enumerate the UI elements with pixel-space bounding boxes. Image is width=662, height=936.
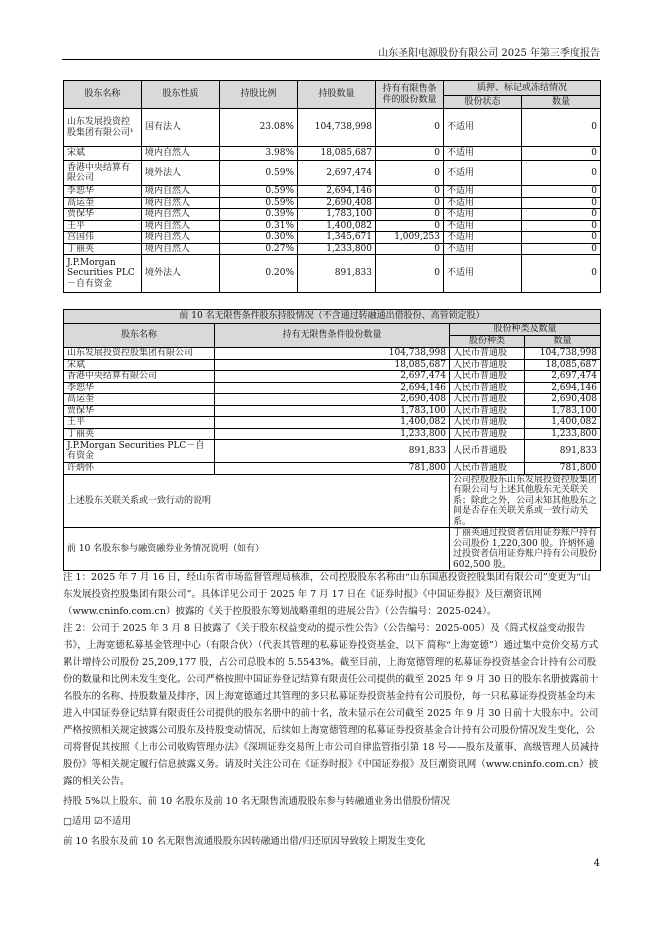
col-header-status: 股份状态 bbox=[444, 96, 522, 109]
cell-nature: 境内自然人 bbox=[142, 186, 220, 198]
cell-type: 人民币普通股 bbox=[450, 382, 525, 394]
cell-qty: 104,738,998 bbox=[215, 348, 450, 360]
cell-pqty: 0 bbox=[522, 232, 601, 244]
relation-text: 公司控股股东山东发展投资控股集团有限公司与上述其他股东无关联关系；除此之外，公司未知其他股东之间是否存在关联关系或一致行动关系。 bbox=[450, 474, 601, 528]
table-row bbox=[64, 232, 601, 244]
cell-ratio: 0.39% bbox=[220, 209, 298, 221]
cell-pqty: 0 bbox=[522, 209, 601, 221]
cell-qty: 2,694,146 bbox=[298, 186, 376, 198]
table-row bbox=[64, 405, 601, 417]
cell-type: 人民币普通股 bbox=[450, 371, 525, 383]
cell-restricted: 0 bbox=[376, 147, 444, 161]
cell-status: 不适用 bbox=[444, 209, 522, 221]
t2-col-header-kind: 股份种类及数量 bbox=[450, 324, 601, 336]
cell-num: 104,738,998 bbox=[525, 348, 601, 360]
table-row bbox=[64, 382, 601, 394]
cell-name: 香港中央结算有限公司 bbox=[64, 371, 215, 383]
cell-type: 人民币普通股 bbox=[450, 463, 525, 475]
cell-ratio: 0.20% bbox=[220, 255, 298, 293]
cell-num: 781,800 bbox=[525, 463, 601, 475]
cell-qty: 891,833 bbox=[298, 255, 376, 293]
cell-name: 贾保华 bbox=[64, 209, 142, 221]
table-row bbox=[64, 186, 601, 198]
cell-type: 人民币普通股 bbox=[450, 417, 525, 429]
cell-name: 李恕华 bbox=[64, 382, 215, 394]
cell-nature: 境外法人 bbox=[142, 255, 220, 293]
lending-heading: 持股 5%以上股东、前 10 名股东及前 10 名无限售流通股股东参与转融通业务出借股份情况 bbox=[63, 796, 450, 807]
cell-pqty: 0 bbox=[522, 197, 601, 209]
cell-pqty: 0 bbox=[522, 147, 601, 161]
note-1: 注 1：2025 年 7 月 16 日，经山东省市场监督管理局核准，公司控股股东名称由“山东国惠投资控股集团有限公司”变更为“山东发展投资控股集团有限公司”。具体详见公司于 2025 年 7 月 17 日在《证券时报》《中国证券报》及巨潮资讯网（www.cninfo.com.cn）披露的《关于控股股东筹划战略重组的进展公告》（公告编号：2025-024）。 bbox=[63, 572, 591, 617]
cell-qty: 891,833 bbox=[215, 440, 450, 463]
cell-restricted: 0 bbox=[376, 243, 444, 255]
table-row bbox=[64, 147, 601, 161]
table-row bbox=[64, 109, 601, 147]
top10-shareholders-table bbox=[63, 80, 601, 293]
cell-name: 王平 bbox=[64, 220, 142, 232]
cell-pqty: 0 bbox=[522, 255, 601, 293]
cell-qty: 2,694,146 bbox=[215, 382, 450, 394]
cell-restricted: 1,009,253 bbox=[376, 232, 444, 244]
table-row bbox=[64, 359, 601, 371]
cell-qty: 18,085,687 bbox=[215, 359, 450, 371]
note-2: 注 2：公司于 2025 年 3 月 8 日披露了《关于股东权益变动的提示性公告》（公告编号：2025-005）及《简式权益变动报告书》，上海宽德私募基金管理中心（有限合伙）（代表其管理的私募证券投资基金，以下 简称“上海宽德”）通过集中竞价交易方式累计增持公司股份 25,209,177 股，占公司总股本的 5.5543%。截至目前，上海宽德管理的私募证券投资基金合计持有公司股份的数量和比例未发生变化。公司严格按照中国证券登记结算有限责任公司提供的截至 2025 年 9 月 30 日的股东名册披露前十名股东的名称、持股数量及排序，因上海宽德通过其管理的多只私募证券投资基金持有公司股份，每一只私募证券投资基金均未进入中国证券登记结算有限责任公司提供的股东名册中的前十名，故未显示在公司截至 2025 年 9 月 30 日前十大股东中。公司严格按照相关规定披露公司股东及持股变动情况，后续如上海宽德管理的私募证券投资基金合计持有公司股份情况发生变化，公司将督促其按照《上市公司收购管理办法》《深圳证券交易所上市公司自律监管指引第 18 号——股东及董事、高级管理人员减持股份》等相关规定履行信息披露义务。请及时关注公司在《证券时报》《中国证券报》及巨潮资讯网（www.cninfo.com.cn）披露的相关公告。 bbox=[63, 623, 599, 787]
cell-restricted: 0 bbox=[376, 255, 444, 293]
page-number: 4 bbox=[593, 858, 600, 869]
cell-nature: 境内自然人 bbox=[142, 232, 220, 244]
cell-name: 宋斌 bbox=[64, 359, 215, 371]
table-row bbox=[64, 348, 601, 360]
col-header-pledge-qty: 数量 bbox=[522, 96, 601, 109]
unrestricted-shareholders-table bbox=[63, 309, 601, 571]
cell-nature: 境内自然人 bbox=[142, 220, 220, 232]
cell-ratio: 23.08% bbox=[220, 109, 298, 147]
cell-type: 人民币普通股 bbox=[450, 348, 525, 360]
cell-status: 不适用 bbox=[444, 147, 522, 161]
cell-name: J.P.Morgan Securities PLC－自有资金 bbox=[64, 255, 142, 293]
table-row bbox=[64, 255, 601, 293]
cell-num: 18,085,687 bbox=[525, 359, 601, 371]
cell-name: 许炳怀 bbox=[64, 463, 215, 475]
relation-label: 上述股东关联关系或一致行动的说明 bbox=[64, 474, 450, 528]
cell-status: 不适用 bbox=[444, 232, 522, 244]
table-row bbox=[64, 220, 601, 232]
cell-type: 人民币普通股 bbox=[450, 359, 525, 371]
cell-status: 不适用 bbox=[444, 255, 522, 293]
table-row bbox=[64, 440, 601, 463]
col-header-restricted: 持有有限售条件的股份数量 bbox=[376, 81, 444, 109]
cell-ratio: 3.98% bbox=[220, 147, 298, 161]
cell-status: 不适用 bbox=[444, 197, 522, 209]
cell-pqty: 0 bbox=[522, 109, 601, 147]
cell-name: 贾保华 bbox=[64, 405, 215, 417]
table-row bbox=[64, 417, 601, 429]
cell-qty: 2,690,408 bbox=[298, 197, 376, 209]
cell-pqty: 0 bbox=[522, 220, 601, 232]
cell-status: 不适用 bbox=[444, 220, 522, 232]
cell-qty: 18,085,687 bbox=[298, 147, 376, 161]
cell-name: 宋斌 bbox=[64, 147, 142, 161]
cell-ratio: 0.27% bbox=[220, 243, 298, 255]
cell-num: 2,690,408 bbox=[525, 394, 601, 406]
cell-status: 不适用 bbox=[444, 109, 522, 147]
cell-qty: 2,697,474 bbox=[298, 161, 376, 186]
cell-name: J.P.Morgan Securities PLC－自有资金 bbox=[64, 440, 215, 463]
t2-col-header-num: 数量 bbox=[525, 336, 601, 348]
header-divider bbox=[62, 59, 600, 60]
cell-num: 1,400,082 bbox=[525, 417, 601, 429]
cell-nature: 境内自然人 bbox=[142, 209, 220, 221]
cell-restricted: 0 bbox=[376, 161, 444, 186]
col-header-ratio: 持股比例 bbox=[220, 81, 298, 109]
t2-col-header-qty: 持有无限售条件股份数量 bbox=[215, 324, 450, 348]
cell-ratio: 0.30% bbox=[220, 232, 298, 244]
cell-restricted: 0 bbox=[376, 186, 444, 198]
cell-qty: 1,233,800 bbox=[215, 428, 450, 440]
cell-pqty: 0 bbox=[522, 161, 601, 186]
cell-type: 人民币普通股 bbox=[450, 405, 525, 417]
cell-qty: 1,783,100 bbox=[298, 209, 376, 221]
cell-name: 宫国伟 bbox=[64, 232, 142, 244]
cell-status: 不适用 bbox=[444, 186, 522, 198]
table-row bbox=[64, 428, 601, 440]
cell-qty: 1,400,082 bbox=[215, 417, 450, 429]
table-row bbox=[64, 463, 601, 475]
cell-ratio: 0.59% bbox=[220, 197, 298, 209]
cell-qty: 1,400,082 bbox=[298, 220, 376, 232]
cell-qty: 781,800 bbox=[215, 463, 450, 475]
cell-qty: 1,233,800 bbox=[298, 243, 376, 255]
cell-ratio: 0.59% bbox=[220, 161, 298, 186]
table-row bbox=[64, 371, 601, 383]
change-heading: 前 10 名股东及前 10 名无限售流通股股东因转融通出借/归还原因导致较上期发生变化 bbox=[63, 836, 426, 847]
cell-pqty: 0 bbox=[522, 186, 601, 198]
margin-label: 前 10 名股东参与融资融券业务情况说明（如有） bbox=[64, 528, 450, 571]
margin-text: 丁丽英通过投资者信用证券账户持有公司股份 1,220,300 股。许炳怀通过投资者信用证券账户持有公司股份 602,500 股。 bbox=[450, 528, 601, 571]
cell-qty: 2,697,474 bbox=[215, 371, 450, 383]
notes-section bbox=[63, 569, 600, 850]
t2-col-header-name: 股东名称 bbox=[64, 324, 215, 348]
cell-qty: 104,738,998 bbox=[298, 109, 376, 147]
applicability-options: □适用 ☑不适用 bbox=[63, 816, 132, 827]
col-header-qty: 持股数量 bbox=[298, 81, 376, 109]
cell-restricted: 0 bbox=[376, 109, 444, 147]
cell-ratio: 0.59% bbox=[220, 186, 298, 198]
table-row bbox=[64, 161, 601, 186]
cell-name: 王平 bbox=[64, 417, 215, 429]
cell-pqty: 0 bbox=[522, 243, 601, 255]
table-row bbox=[64, 243, 601, 255]
cell-nature: 境内自然人 bbox=[142, 147, 220, 161]
table-row bbox=[64, 197, 601, 209]
cell-qty: 2,690,408 bbox=[215, 394, 450, 406]
t2-col-header-type: 股份种类 bbox=[450, 336, 525, 348]
cell-qty: 1,345,671 bbox=[298, 232, 376, 244]
cell-restricted: 0 bbox=[376, 209, 444, 221]
cell-qty: 1,783,100 bbox=[215, 405, 450, 417]
col-header-nature: 股东性质 bbox=[142, 81, 220, 109]
cell-restricted: 0 bbox=[376, 197, 444, 209]
cell-nature: 境外法人 bbox=[142, 161, 220, 186]
cell-type: 人民币普通股 bbox=[450, 440, 525, 463]
cell-type: 人民币普通股 bbox=[450, 394, 525, 406]
cell-status: 不适用 bbox=[444, 161, 522, 186]
cell-nature: 境内自然人 bbox=[142, 197, 220, 209]
cell-nature: 国有法人 bbox=[142, 109, 220, 147]
cell-name: 高运奎 bbox=[64, 394, 215, 406]
cell-restricted: 0 bbox=[376, 220, 444, 232]
cell-name: 高运奎 bbox=[64, 197, 142, 209]
cell-num: 1,783,100 bbox=[525, 405, 601, 417]
cell-num: 2,697,474 bbox=[525, 371, 601, 383]
cell-ratio: 0.31% bbox=[220, 220, 298, 232]
cell-type: 人民币普通股 bbox=[450, 428, 525, 440]
col-header-name: 股东名称 bbox=[64, 81, 142, 109]
cell-num: 891,833 bbox=[525, 440, 601, 463]
report-header: 山东圣阳电源股份有限公司 2025 年第三季度报告 bbox=[378, 48, 600, 59]
cell-name: 山东发展投资控股集团有限公司¹ bbox=[64, 109, 142, 147]
table-row bbox=[64, 209, 601, 221]
cell-num: 1,233,800 bbox=[525, 428, 601, 440]
cell-nature: 境内自然人 bbox=[142, 243, 220, 255]
cell-name: 山东发展投资控股集团有限公司 bbox=[64, 348, 215, 360]
cell-name: 李恕华 bbox=[64, 186, 142, 198]
cell-status: 不适用 bbox=[444, 243, 522, 255]
cell-num: 2,694,146 bbox=[525, 382, 601, 394]
col-header-pledge: 质押、标记或冻结情况 bbox=[444, 81, 601, 96]
table-row bbox=[64, 394, 601, 406]
cell-name: 丁丽英 bbox=[64, 428, 215, 440]
t2-title: 前 10 名无限售条件股东持股情况（不含通过转融通出借股份、高管锁定股） bbox=[64, 310, 601, 324]
cell-name: 香港中央结算有限公司 bbox=[64, 161, 142, 186]
cell-name: 丁丽英 bbox=[64, 243, 142, 255]
